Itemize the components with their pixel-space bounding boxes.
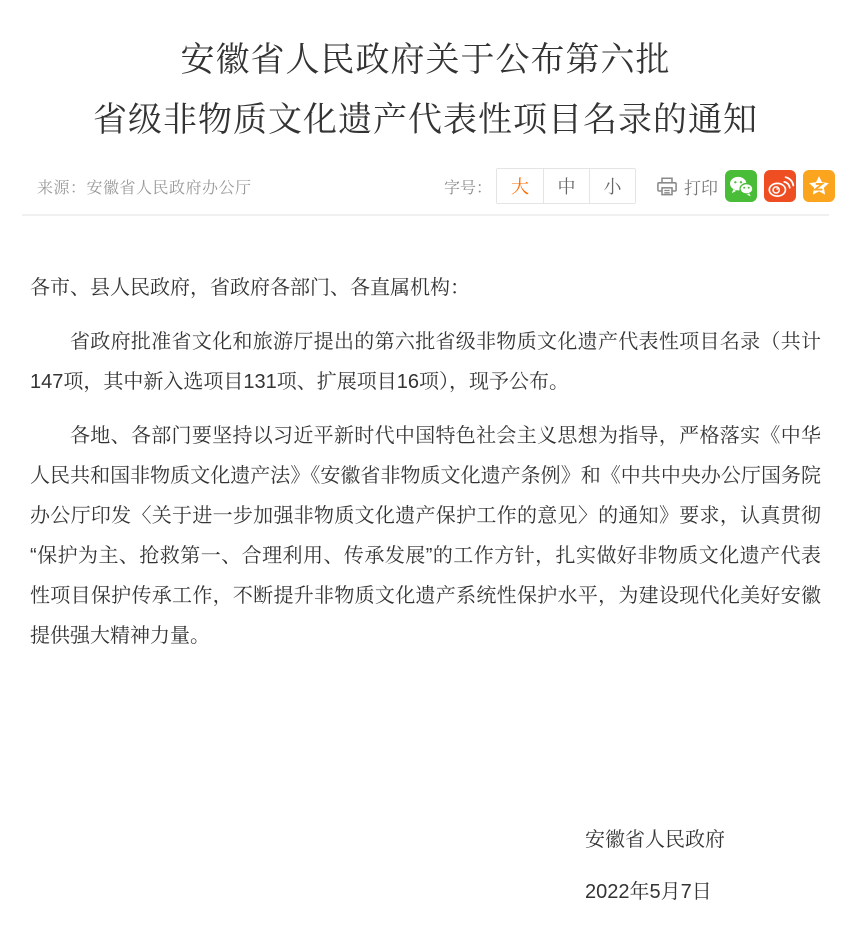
source-label: 来源：安徽省人民政府办公厅 bbox=[37, 179, 252, 197]
font-size-large-button[interactable]: 大 bbox=[497, 169, 543, 203]
signature-org: 安徽省人民政府 bbox=[585, 829, 725, 851]
weibo-icon bbox=[765, 171, 795, 201]
salutation: 各市、县人民政府，省政府各部门、各直属机构： bbox=[30, 277, 470, 299]
print-label: 打印 bbox=[684, 178, 718, 198]
font-size-switcher bbox=[496, 168, 636, 204]
article-body bbox=[0, 268, 851, 912]
qzone-share-button[interactable] bbox=[803, 170, 835, 202]
meta-toolbar bbox=[0, 168, 851, 204]
wechat-icon bbox=[726, 171, 756, 201]
divider bbox=[22, 214, 829, 216]
page-title-line2: 省级非物质文化遗产代表性项目名录的通知 bbox=[93, 101, 758, 139]
printer-icon bbox=[656, 176, 678, 196]
signature-block bbox=[30, 820, 821, 912]
wechat-share-button[interactable] bbox=[725, 170, 757, 202]
page-title-line1: 安徽省人民政府关于公布第六批 bbox=[180, 41, 671, 79]
page-title bbox=[0, 0, 851, 150]
body-paragraph: 各地、各部门要坚持以习近平新时代中国特色社会主义思想为指导，严格落实《中华人民共和国非物质文化遗产法》《安徽省非物质文化遗产条例》和《中共中央办公厅国务院办公厅印发〈关于进一步加强非物质文化遗产保护工作的意见〉的通知》要求，认真贯彻“保护为主、抢救第一、合理利用、传承发展”的工作方针，扎实做好非物质文化遗产代表性项目保护传承工作，不断提升非物质文化遗产系统性保护水平，为建设现代化美好安徽提供强大精神力量。 bbox=[30, 425, 821, 647]
font-size-label: 字号： bbox=[443, 179, 492, 197]
font-size-medium-button[interactable]: 中 bbox=[543, 169, 589, 203]
font-size-small-button[interactable]: 小 bbox=[589, 169, 635, 203]
signature-date: 2022年5月7日 bbox=[585, 881, 712, 903]
print-button[interactable] bbox=[656, 174, 718, 199]
qzone-star-icon bbox=[804, 171, 834, 201]
weibo-share-button[interactable] bbox=[764, 170, 796, 202]
body-paragraph: 省政府批准省文化和旅游厅提出的第六批省级非物质文化遗产代表性项目名录（共计147项，其中新入选项目131项、扩展项目16项），现予公布。 bbox=[30, 331, 821, 393]
toolbar-controls bbox=[444, 168, 835, 204]
